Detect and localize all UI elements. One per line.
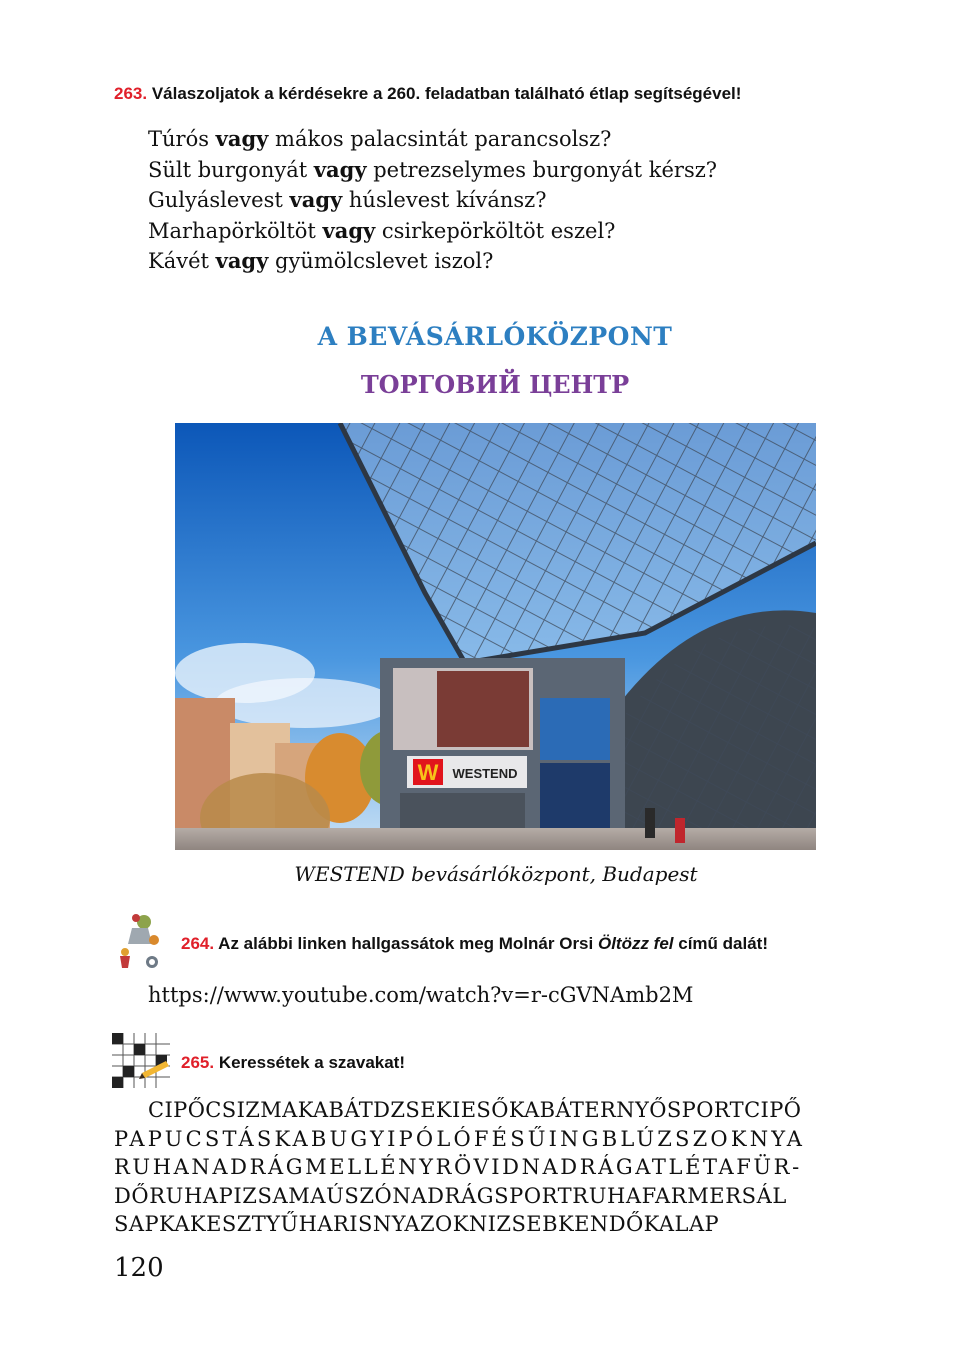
question-text: Sült burgonyát	[148, 157, 314, 182]
question-line	[148, 124, 717, 155]
word-search-line: PAPUCSTÁSKABUGYIPÓLÓFÉSŰINGBLÚZSZOKNYA	[114, 1126, 806, 1151]
question-line	[148, 216, 717, 247]
task-number: 263.	[114, 84, 148, 103]
task-text: című dalát!	[673, 934, 768, 953]
question-bold-word: vagy	[322, 217, 376, 243]
question-text: Kávét	[148, 249, 216, 273]
task-number: 265.	[181, 1053, 215, 1072]
question-text: Marhapörköltöt	[148, 218, 323, 243]
photo-caption: WESTEND bevásárlóközpont, Budapest	[294, 862, 698, 886]
question-line	[148, 185, 717, 216]
question-line	[148, 246, 717, 277]
westend-mall-photo	[175, 423, 816, 850]
question-text: petrezselymes burgonyát kérsz?	[366, 157, 718, 182]
section-title-hungarian: A BEVÁSÁRLÓKÖZPONT	[317, 322, 673, 351]
task-265-heading	[181, 1053, 405, 1073]
question-text: Túrós	[148, 127, 216, 151]
question-list	[148, 124, 717, 277]
task-text: Keressétek a szavakat!	[214, 1053, 406, 1072]
question-bold-word: vagy	[215, 126, 269, 151]
song-title: Öltözz fel	[597, 934, 674, 953]
task-264-heading	[181, 934, 768, 954]
question-bold-word: vagy	[215, 248, 269, 273]
word-search-line: SAPKAKESZTYŰHARISNYAZOKNIZSEBKENDŐKALAP	[114, 1212, 720, 1236]
westend-sign: WESTEND	[452, 766, 518, 781]
question-text: csirkepörköltöt eszel?	[375, 218, 616, 243]
question-bold-word: vagy	[289, 187, 343, 212]
youtube-link[interactable]: https://www.youtube.com/watch?v=r-cGVNAmb2M	[148, 983, 694, 1007]
question-text: mákos palacsintát parancsolsz?	[268, 127, 612, 151]
section-title-ukrainian: ТОРГОВИЙ ЦЕНТР	[360, 370, 630, 399]
music-figure-icon	[114, 910, 166, 972]
page-number: 120	[114, 1253, 164, 1283]
word-search-line: RUHANADRÁGMELLÉNYRÖVIDNADRÁGATLÉTAFÜR-	[114, 1155, 802, 1179]
question-text: gyümölcslevet iszol?	[268, 249, 494, 273]
question-bold-word: vagy	[313, 156, 367, 182]
task-263-heading	[114, 84, 741, 104]
svg-text:W: W	[417, 760, 439, 785]
task-text: Válaszoljatok a kérdésekre a 260. feladatban található étlap segítségével!	[147, 84, 742, 103]
task-text: Az alábbi linken hallgassátok meg Molnár Orsi	[214, 934, 598, 953]
word-search-line: DŐRUHAPIZSAMAÚSZÓNADRÁGSPORTRUHAFARMERSÁL	[114, 1183, 787, 1208]
question-line	[148, 155, 717, 186]
task-number: 264.	[181, 934, 215, 953]
question-text: Gulyáslevest	[148, 188, 290, 212]
word-search-line: CIPŐCSIZMAKABÁTDZSEKIESŐKABÁTERNYŐSPORTCIPŐ	[148, 1098, 802, 1122]
crossword-pencil-icon	[112, 1033, 170, 1088]
word-search-block	[114, 1096, 886, 1239]
question-text: húslevest kívánsz?	[342, 188, 547, 212]
